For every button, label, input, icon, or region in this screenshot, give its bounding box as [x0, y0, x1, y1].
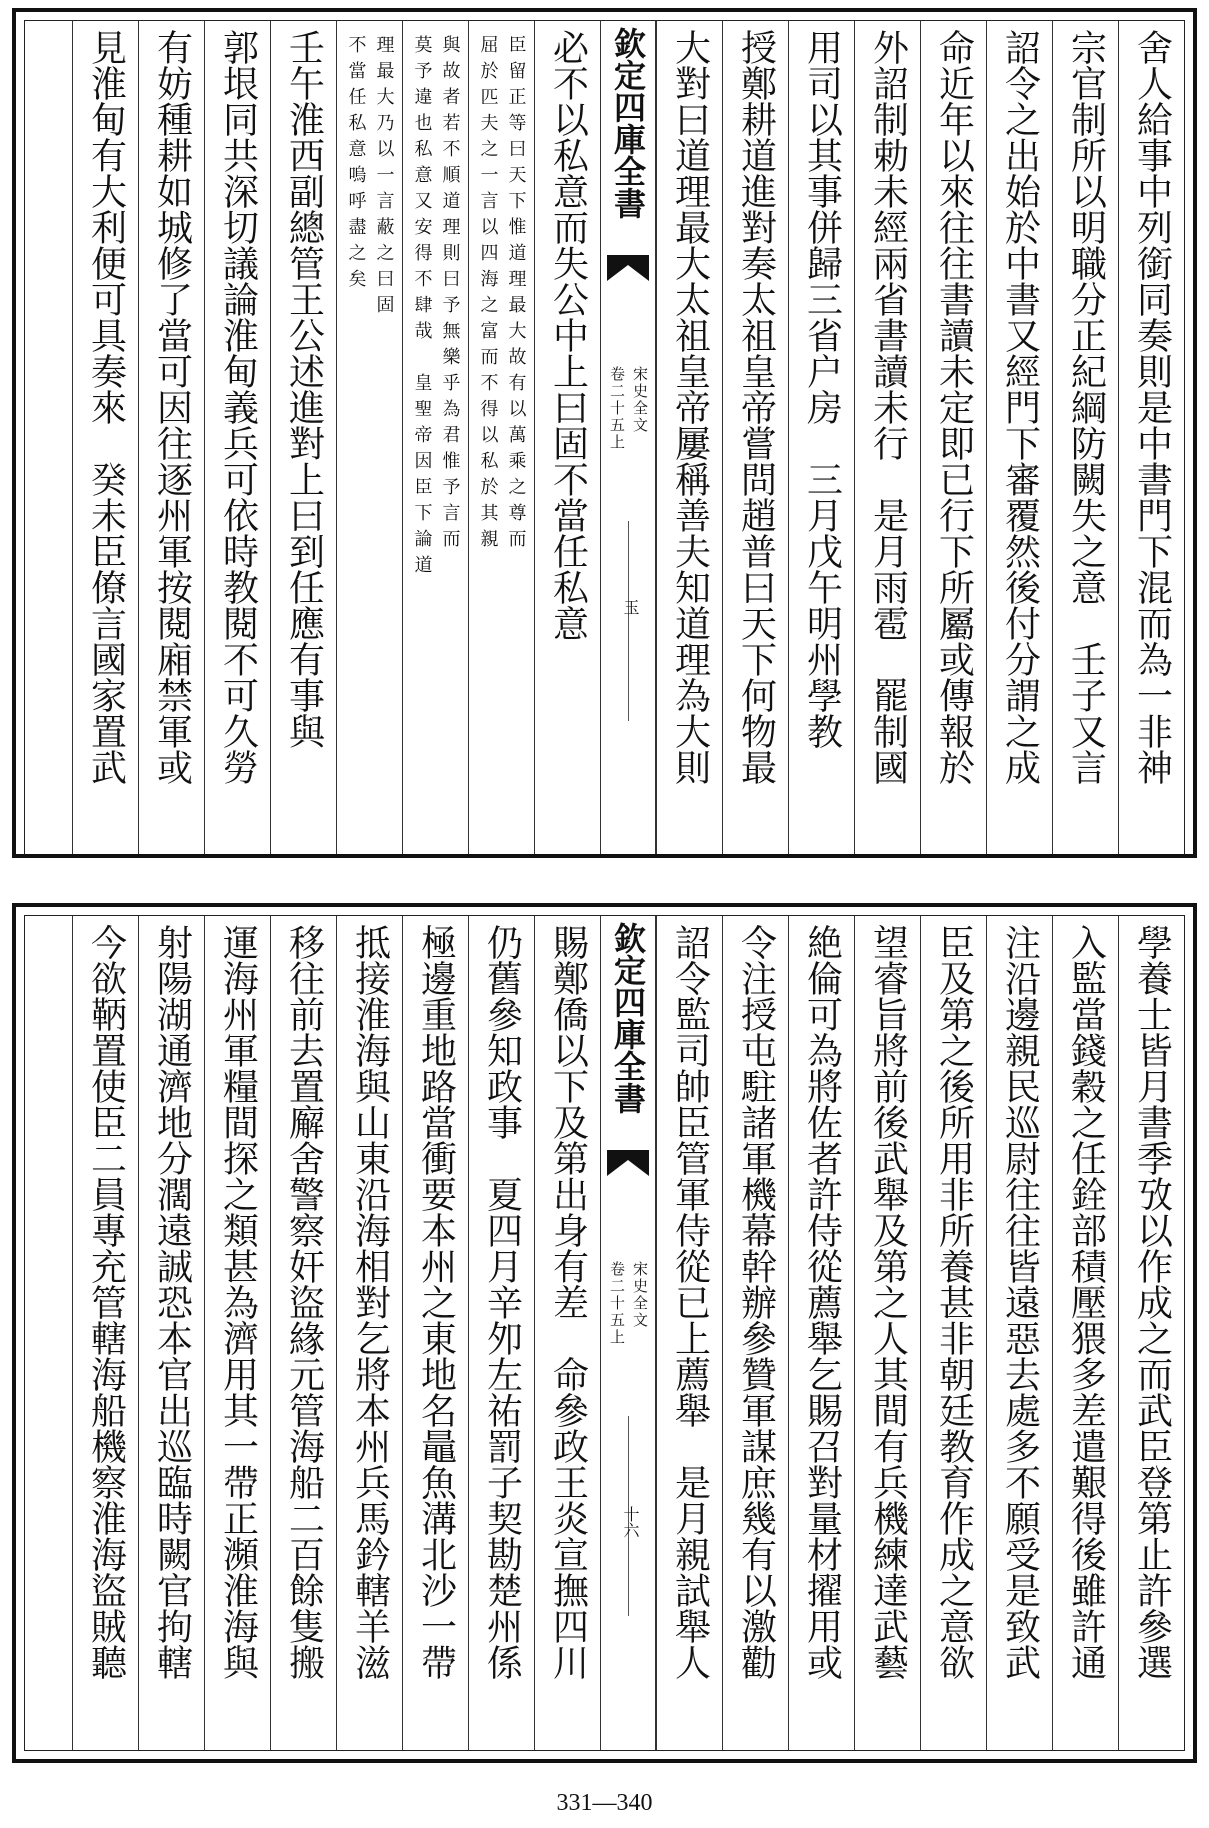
text-column — [920, 916, 986, 1750]
volume-title: 宋史全文 — [631, 1261, 649, 1329]
commentary-column — [468, 21, 534, 854]
text-column — [656, 916, 722, 1750]
column-text: 令注授屯駐諸軍機幕幹辦參贊軍謀庶幾有以激勸 — [735, 924, 777, 1680]
fish-tail-mark-icon — [605, 253, 651, 283]
page-number: 十六 — [621, 1506, 640, 1538]
commentary-column — [402, 21, 468, 854]
text-column — [468, 916, 534, 1750]
center-fold-column — [600, 21, 656, 854]
text-column — [656, 21, 722, 854]
text-column — [72, 21, 138, 854]
column-text: 入監當錢穀之任銓部積壓猥多差遣艱得後雖許通 — [1065, 924, 1107, 1680]
page-number: 玉 — [621, 599, 640, 615]
text-column — [788, 916, 854, 1750]
commentary-line: 不當任私意嗚呼盡之矣 — [345, 35, 367, 295]
column-text: 外詔制勅未經兩省書讀未行 是月雨雹 罷制國 — [867, 29, 909, 785]
column-text: 移往前去置廨舍警察奸盜緣元管海船二百餘隻搬 — [283, 924, 325, 1680]
center-divider-line — [628, 521, 629, 721]
commentary-line: 莫予違也私意又安得不肆哉 皇聖帝因臣下論道 — [411, 35, 433, 581]
text-column — [722, 916, 788, 1750]
column-text: 射陽湖通濟地分濶遠誠恐本官出巡臨時闕官拘轄 — [151, 924, 193, 1680]
column-text: 舍人給事中列銜同奏則是中書門下混而為一非神 — [1131, 29, 1173, 785]
center-fold-column — [600, 916, 656, 1750]
column-text: 仍舊參知政事 夏四月辛夘左祐罰子契勘楚州係 — [481, 924, 523, 1680]
text-column — [402, 916, 468, 1750]
column-text: 今欲鞆置使臣二員專充管轄海船機察淮海盜賊聽 — [85, 924, 127, 1680]
commentary-line: 臣留正等曰天下惟道理最大故有以萬乘之尊而 — [505, 35, 527, 555]
commentary-line: 屈於匹夫之一言以四海之富而不得以私於其親 — [477, 35, 499, 555]
bottom-page — [12, 903, 1197, 1763]
column-text: 賜鄭僑以下及第出身有差 命參政王炎宣撫四川 — [547, 924, 589, 1680]
text-column — [1052, 21, 1118, 854]
bottom-page-frame — [24, 915, 1185, 1751]
text-column — [270, 916, 336, 1750]
column-text: 詔令監司帥臣管軍侍從已上薦舉 是月親試舉人 — [669, 924, 711, 1680]
column-text: 學養士皆月書季攷以作成之而武臣登第止許參選 — [1131, 924, 1173, 1680]
page-range-footer: 331—340 — [556, 1790, 653, 1816]
text-column — [986, 916, 1052, 1750]
top-page-columns — [25, 21, 1184, 854]
chapter-label: 卷二十五上 — [608, 366, 626, 451]
volume-title: 宋史全文 — [631, 366, 649, 434]
column-text: 必不以私意而失公中上曰固不當任私意 — [547, 29, 589, 641]
text-column — [270, 21, 336, 854]
text-column — [854, 916, 920, 1750]
column-text: 有妨種耕如城修了當可因往逐州軍按閱廂禁軍或 — [151, 29, 193, 785]
text-column — [920, 21, 986, 854]
text-column — [204, 916, 270, 1750]
column-text: 壬午淮西副總管王公述進對上曰到任應有事與 — [283, 29, 325, 749]
text-column — [336, 916, 402, 1750]
column-text: 注沿邊親民巡尉往往皆遠惡去處多不願受是致武 — [999, 924, 1041, 1680]
fish-tail-mark-icon — [605, 1148, 651, 1178]
column-text: 宗官制所以明職分正紀綱防闕失之意 壬子又言 — [1065, 29, 1107, 785]
column-text: 望睿旨將前後武舉及第之人其間有兵機練達武藝 — [867, 924, 909, 1680]
volume-info — [607, 1261, 651, 1346]
column-text: 絶倫可為將佐者許侍從薦舉乞賜召對量材擢用或 — [801, 924, 843, 1680]
column-text: 授鄭耕道進對奏太祖皇帝嘗問趙普曰天下何物最 — [735, 29, 777, 785]
commentary-line: 與故者若不順道理則曰予無樂乎為君惟予言而 — [439, 35, 461, 555]
text-column — [72, 916, 138, 1750]
column-text: 抵接淮海與山東沿海相對乞將本州兵馬鈐轄羊滋 — [349, 924, 391, 1680]
volume-info — [607, 366, 651, 451]
column-text: 詔令之出始於中書又經門下審覆然後付分謂之成 — [999, 29, 1041, 785]
text-column — [138, 916, 204, 1750]
text-column — [1118, 21, 1184, 854]
book-title: 欽定四庫全書 — [609, 922, 647, 1114]
column-text: 運海州軍糧間探之類甚為濟用其一帶正瀕淮海與 — [217, 924, 259, 1680]
text-column — [788, 21, 854, 854]
text-column — [1118, 916, 1184, 1750]
text-column — [722, 21, 788, 854]
chapter-label: 卷二十五上 — [608, 1261, 626, 1346]
column-text: 郭垠同共深切議論淮甸義兵可依時教閱不可久勞 — [217, 29, 259, 785]
text-column — [986, 21, 1052, 854]
text-column — [138, 21, 204, 854]
text-column — [854, 21, 920, 854]
text-column — [1052, 916, 1118, 1750]
top-page-frame — [24, 20, 1185, 854]
column-text: 見淮甸有大利便可具奏來 癸未臣僚言國家置武 — [85, 29, 127, 785]
column-text: 大對曰道理最大太祖皇帝屢稱善夫知道理為大則 — [669, 29, 711, 785]
book-title: 欽定四庫全書 — [609, 27, 647, 219]
text-column — [534, 916, 600, 1750]
bottom-page-columns — [25, 916, 1184, 1750]
text-column — [534, 21, 600, 854]
text-column — [204, 21, 270, 854]
column-text: 用司以其事併歸三省户房 三月戊午明州學教 — [801, 29, 843, 749]
commentary-line: 理最大乃以一言蔽之曰固 — [373, 35, 395, 321]
column-text: 極邊重地路當衝要本州之東地名鼂魚溝北沙一帶 — [415, 924, 457, 1680]
column-text: 命近年以來往往書讀未定即已行下所屬或傳報於 — [933, 29, 975, 785]
commentary-column — [336, 21, 402, 854]
top-page — [12, 8, 1197, 858]
column-text: 臣及第之後所用非所養甚非朝廷教育作成之意欲 — [933, 924, 975, 1680]
